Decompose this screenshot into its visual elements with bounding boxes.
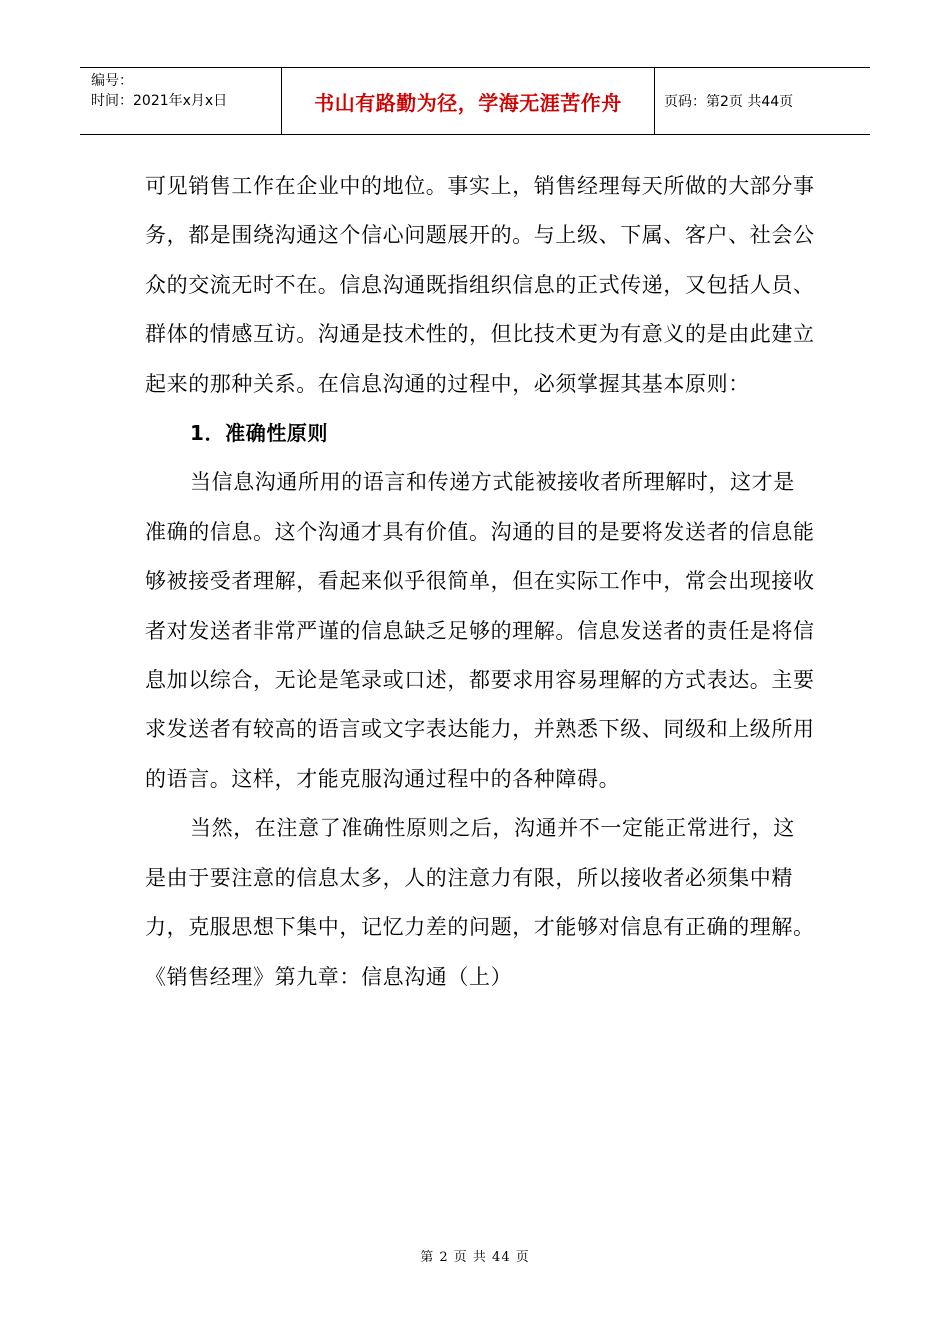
page-info: 页码：第2页 共44页: [664, 94, 794, 110]
document-header: [80, 67, 870, 135]
date-line: 时间：2021年x月x日: [91, 93, 228, 109]
page-footer: 第 2 页 共 44 页: [420, 1250, 530, 1265]
header-motto-cell: [282, 68, 655, 134]
body-paragraph-attention: 当然，在注意了准确性原则之后，沟通并不一定能正常进行，这是由于要注意的信息太多，人的注意力有限，所以接收者必须集中精力，克服思想下集中，记忆力差的问题，才能够对信息有正确的理解。: [145, 816, 815, 940]
document-body: [145, 162, 815, 1002]
section-heading: 1．准确性原则: [190, 421, 329, 446]
serial-number-label: 编号：: [91, 73, 133, 89]
header-meta-cell: [80, 68, 282, 134]
body-paragraph-intro: 可见销售工作在企业中的地位。事实上，销售经理每天所做的大部分事务，都是围绕沟通这个信心问题展开的。与上级、下属、客户、社会公众的交流无时不在。信息沟通既指组织信息的正式传递，又包括人员、群体的情感互访。沟通是技术性的，但比技术更为有意义的是由此建立起来的那种关系。在信息沟通的过程中，必须掌握其基本原则：: [145, 174, 815, 396]
chapter-reference: 《销售经理》第九章：信息沟通（上）: [145, 964, 513, 989]
header-page-cell: [655, 68, 870, 134]
body-paragraph-accuracy: 当信息沟通所用的语言和传递方式能被接收者所理解时，这才是准确的信息。这个沟通才具有价值。沟通的目的是要将发送者的信息能够被接受者理解，看起来似乎很简单，但在实际工作中，常会出现接收者对发送者非常严谨的信息缺乏足够的理解。信息发送者的责任是将信息加以综合，无论是笔录或口述，都要求用容易理解的方式表达。主要求发送者有较高的语言或文字表达能力，并熟悉下级、同级和上级所用的语言。这样，才能克服沟通过程中的各种障碍。: [145, 470, 815, 791]
motto-text: 书山有路勤为径，学海无涯苦作舟: [314, 90, 622, 115]
